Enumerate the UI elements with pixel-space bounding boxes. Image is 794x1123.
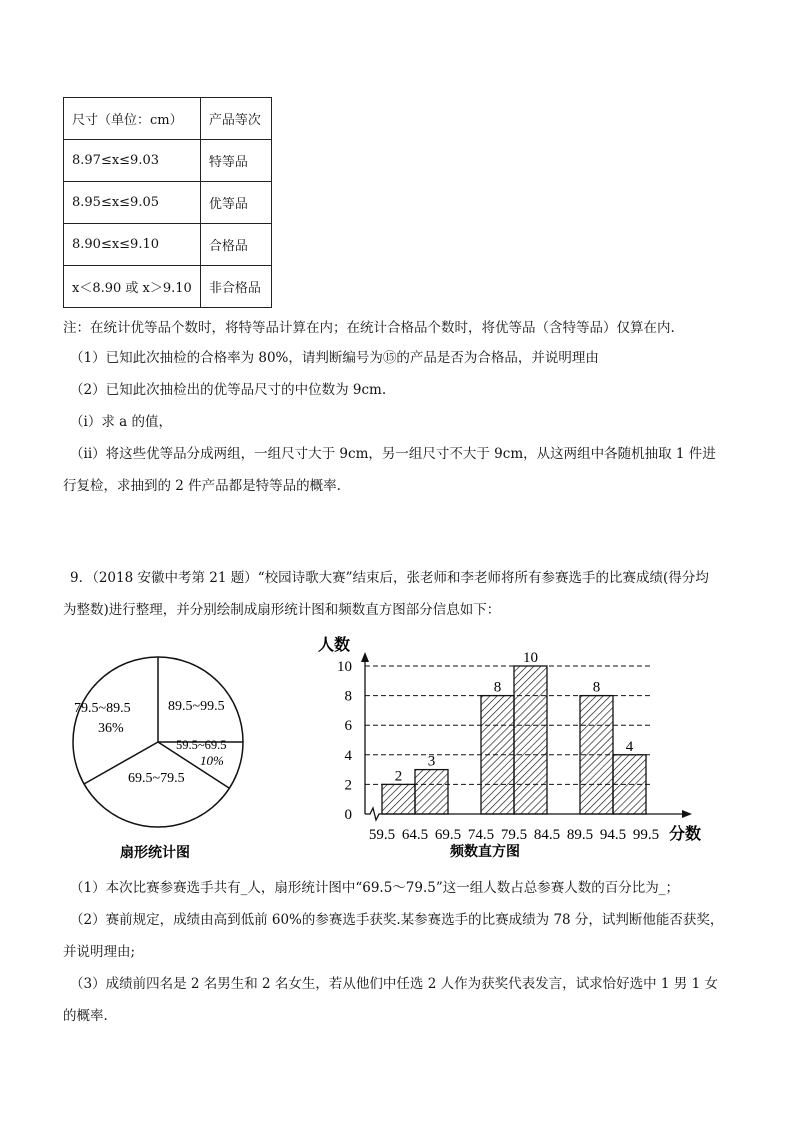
table-row [64,98,272,140]
pie-chart [60,628,260,868]
y-tick-label: 4 [344,747,352,764]
bar-value-label: 3 [427,753,436,770]
histogram-bar [415,770,448,814]
table-cell: 合格品 [200,224,271,266]
x-tick-label: 69.5 [434,827,462,843]
sub-question-2-line-1: （2）赛前规定，成绩由高到低前 60%的参赛选手获奖.某参赛选手的比赛成绩为 78 分，试判断他能否获奖， [70,912,724,928]
question-2-ii-line-2: 行复检，求抽到的 2 件产品都是特等品的概率. [63,478,341,494]
x-tick-label: 74.5 [467,827,495,843]
table-cell: 优等品 [200,182,271,224]
pie-slice-percent: 10% [200,753,224,768]
x-axis-arrow [682,810,692,818]
note-text: 注：在统计优等品个数时，将特等品计算在内；在统计合格品个数时，将优等品（含特等品）仅算在内. [63,320,675,336]
bar-value-label: 10 [523,650,538,666]
table-cell: x＜8.90 或 x＞9.10 [64,266,201,308]
sub-question-1: （1）本次比赛参赛选手共有_人，扇形统计图中“69.5～79.5”这一组人数占总参赛人数的百分比为_； [70,880,680,896]
table-row [64,266,272,308]
y-tick-label: 2 [344,777,352,794]
histogram-title: 频数直方图 [450,845,520,860]
table-header-cell: 产品等次 [200,98,271,140]
question-1: （1）已知此次抽检的合格率为 80%，请判断编号为⑮的产品是否为合格品，并说明理由 [70,350,599,366]
x-tick-label: 64.5 [401,827,429,843]
problem-9-line-2: 为整数)进行整理，并分别绘制成扇形统计图和频数直方图部分信息如下： [63,602,501,618]
question-2-i: （i）求 a 的值， [70,414,172,430]
histogram-bar [580,696,613,814]
table-header-cell: 尺寸（单位：cm） [64,98,201,140]
table-cell: 8.95≤x≤9.05 [64,182,201,224]
sub-question-3-line-2: 的概率. [63,1008,108,1024]
y-axis-label: 人数 [318,637,351,654]
bar-value-label: 4 [625,738,634,755]
pie-slice-label: 59.5~69.5 [176,738,227,752]
table-cell: 特等品 [200,140,271,182]
y-tick-label: 0 [344,807,352,823]
bar-value-label: 8 [592,679,601,696]
pie-slice-label: 69.5~79.5 [128,771,185,786]
spec-table [63,97,272,308]
table-cell: 非合格品 [200,266,271,308]
x-tick-label: 94.5 [599,827,627,843]
y-tick-label: 6 [344,718,352,735]
pie-slice-percent: 36% [98,721,124,736]
table-cell: 8.90≤x≤9.10 [64,224,201,266]
table-row [64,140,272,182]
x-tick-label: 99.5 [632,827,660,843]
x-tick-label: 89.5 [566,827,594,843]
histogram-chart [310,628,710,868]
y-tick-label: 8 [344,688,352,705]
problem-9-line-1: 9．（2018 安徽中考第 21 题）“校园诗歌大赛”结束后，张老师和李老师将所有参赛选手的比赛成绩(得分均 [70,570,709,586]
x-tick-label: 84.5 [533,827,561,843]
pie-slice-label: 89.5~99.5 [168,699,225,714]
y-tick-label: 10 [337,659,352,675]
histogram-bar [613,755,646,814]
question-2: （2）已知此次抽检出的优等品尺寸的中位数为 9cm. [70,382,387,398]
x-axis-label: 分数 [669,826,702,843]
table-row [64,182,272,224]
bar-value-label: 8 [493,679,502,696]
histogram-bar [481,696,514,814]
question-2-ii-line-1: （ii）将这些优等品分成两组，一组尺寸大于 9cm，另一组尺寸不大于 9cm，从这两组中各随机抽取 1 件进 [70,446,716,462]
sub-question-3-line-1: （3）成绩前四名是 2 名男生和 2 名女生，若从他们中任选 2 人作为获奖代表发言，试求恰好选中 1 男 1 女 [70,976,718,992]
histogram-bar [382,784,415,814]
table-row [64,224,272,266]
sub-question-2-line-2: 并说明理由; [63,944,136,960]
x-tick-label: 79.5 [500,827,528,843]
bar-value-label: 2 [394,768,403,785]
x-tick-label: 59.5 [368,827,396,843]
table-cell: 8.97≤x≤9.03 [64,140,201,182]
pie-chart-title: 扇形统计图 [120,846,190,861]
y-axis-arrow [361,652,369,662]
pie-slice-label: 79.5~89.5 [74,701,131,716]
histogram-bar [514,666,547,814]
